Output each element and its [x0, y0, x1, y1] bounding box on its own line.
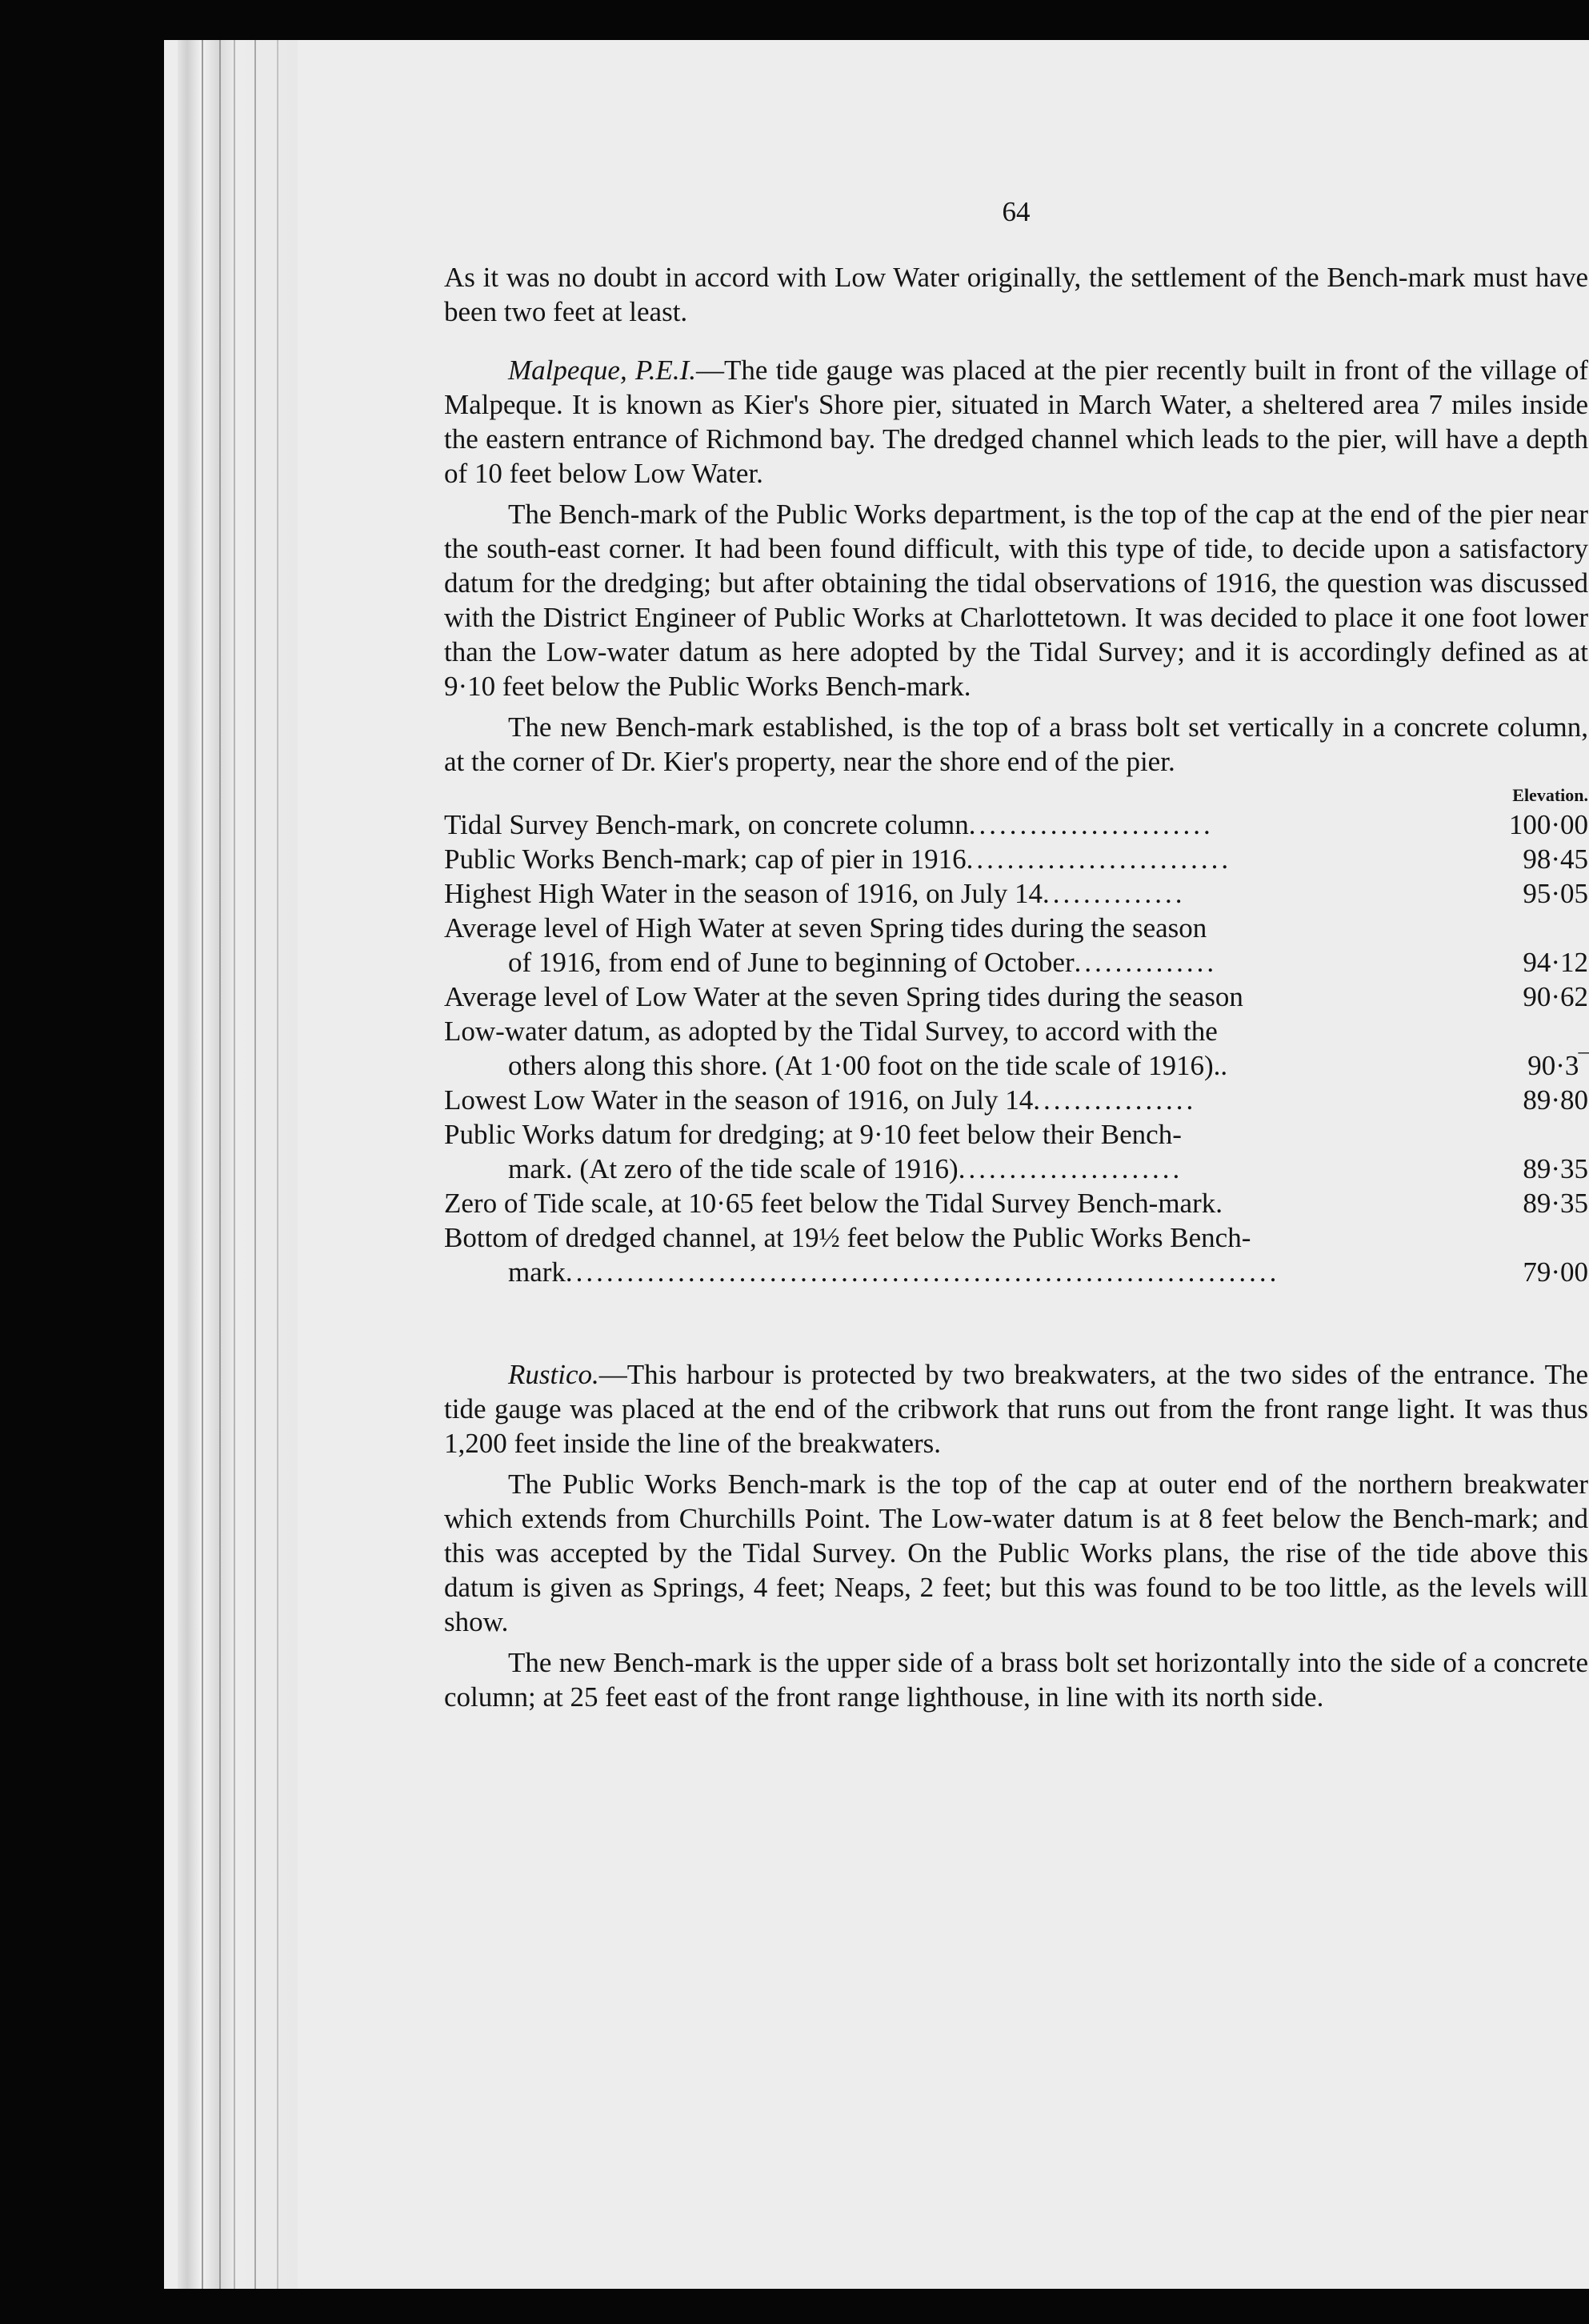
elevation-value: 89·35 [1523, 1153, 1588, 1184]
table-row: Low-water datum, as adopted by the Tidal Survey, to accord with the others along this shore. (At 1·00 foot on the tide scale of 1916).. 90·3‾ [444, 1016, 1588, 1081]
elevation-value: 89·80 [1523, 1084, 1588, 1116]
paragraph-malpeque-3: The new Bench-mark established, is the top of a brass bolt set vertically in a concrete column, at the corner of Dr. Kier's property, near the shore end of the pier. [444, 711, 1588, 777]
table-row: Public Works datum for dredging; at 9·10 feet below their Bench- mark. (At zero of the tide scale of 1916)...................... 89·35 [444, 1119, 1588, 1184]
paragraph-rustico-1: Rustico.—This harbour is protected by two breakwaters, at the two sides of the entrance. The tide gauge was placed at the end of the cribwork that runs out from the front range light. It was thus 1,200 feet inside the line of the breakwaters. [444, 1359, 1588, 1459]
section-heading-malpeque: Malpeque, P.E.I. [508, 355, 697, 386]
table-row: Bottom of dredged channel, at 19½ feet below the Public Works Bench- mark...................................................................... 79·00 [444, 1222, 1588, 1288]
page-body [444, 260, 1588, 1714]
paragraph-malpeque-2: The Bench-mark of the Public Works department, is the top of the cap at the end of the pier near the south-east corner. It had been found difficult, with this type of tide, to decide upon a satisfactory datum for the dredging; but after obtaining the tidal observations of 1916, the question was discussed with the District Engineer of Public Works at Charlottetown. It was decided to place it one foot lower than the Low-water datum as here adopted by the Tidal Survey; and it is accordingly defined as at 9·10 feet below the Public Works Bench-mark. [444, 499, 1588, 702]
table-row: Zero of Tide scale, at 10·65 feet below the Tidal Survey Bench-mark. 89·35 [444, 1188, 1588, 1219]
elevation-column-header: Elevation. [1512, 785, 1588, 805]
elevation-value: 100·00 [1508, 809, 1588, 840]
elevation-value: 90·62 [1523, 981, 1588, 1012]
elevation-value: 79·00 [1523, 1256, 1588, 1288]
elevation-value: 95·05 [1523, 878, 1588, 909]
page-binding-edge [178, 40, 298, 2289]
table-row: Tidal Survey Bench-mark, on concrete column........................ 100·00 [444, 809, 1588, 840]
table-row: Average level of Low Water at the seven Spring tides during the season 90·62 [444, 981, 1588, 1012]
elevation-table [444, 807, 1588, 1289]
table-row: Lowest Low Water in the season of 1916, on July 14................ 89·80 [444, 1084, 1588, 1116]
paragraph-intro: As it was no doubt in accord with Low Water originally, the settlement of the Bench-mark must have been two feet at least. [444, 262, 1588, 327]
paragraph-rustico-3: The new Bench-mark is the upper side of a brass bolt set horizontally into the side of a concrete column; at 25 feet east of the front range lighthouse, in line with its north side. [444, 1647, 1588, 1713]
page-number: 64 [1002, 196, 1031, 227]
elevation-value: 90·3‾ [1527, 1050, 1588, 1081]
table-row: Public Works Bench-mark; cap of pier in 1916.......................... 98·45 [444, 843, 1588, 875]
table-row: Highest High Water in the season of 1916, on July 14.............. 95·05 [444, 878, 1588, 909]
section-heading-rustico: Rustico. [508, 1359, 599, 1390]
paragraph-rustico-2: The Public Works Bench-mark is the top of the cap at outer end of the northern breakwater which extends from Churchills Point. The Low-water datum is at 8 feet below the Bench-mark; and this was accepted by the Tidal Survey. On the Public Works plans, the rise of the tide above this datum is given as Springs, 4 feet; Neaps, 2 feet; but this was found to be too little, as the levels will show. [444, 1469, 1588, 1637]
paragraph-malpeque-1: Malpeque, P.E.I.—The tide gauge was placed at the pier recently built in front of the village of Malpeque. It is known as Kier's Shore pier, situated in March Water, a sheltered area 7 miles inside the eastern entrance of Richmond bay. The dredged channel which leads to the pier, will have a depth of 10 feet below Low Water. [444, 355, 1588, 489]
elevation-value: 98·45 [1523, 843, 1588, 875]
table-row: Average level of High Water at seven Spring tides during the season of 1916, from end of June to beginning of October.............. 94·12 [444, 912, 1588, 978]
elevation-value: 89·35 [1523, 1188, 1588, 1219]
elevation-value: 94·12 [1523, 947, 1588, 978]
